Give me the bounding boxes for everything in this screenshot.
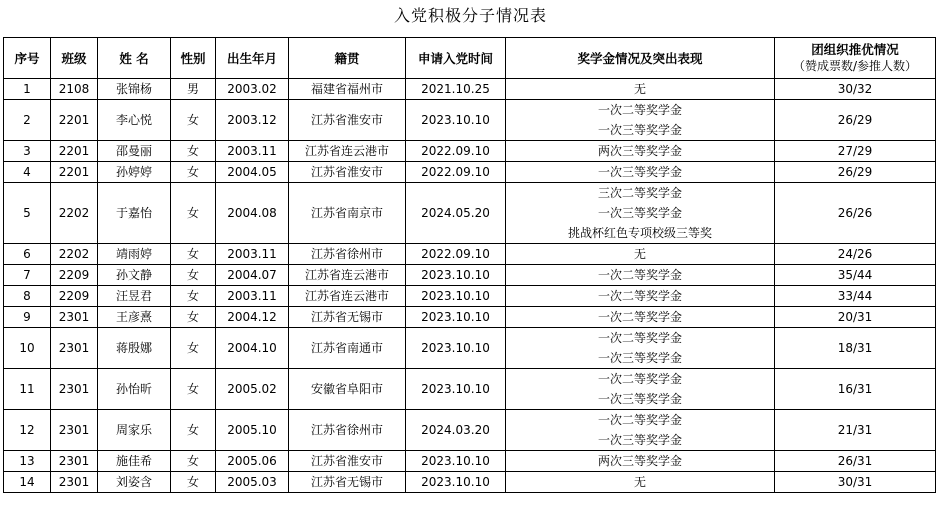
header-awards: 奖学金情况及突出表现 [506, 38, 775, 79]
cell-seq: 10 [4, 328, 51, 369]
cell-origin: 江苏省徐州市 [289, 410, 406, 451]
cell-apply-date: 2023.10.10 [406, 286, 506, 307]
cell-origin: 江苏省南通市 [289, 328, 406, 369]
cell-seq: 13 [4, 451, 51, 472]
cell-vote: 30/31 [775, 472, 936, 493]
cell-apply-date: 2023.10.10 [406, 472, 506, 493]
cell-name: 张锦杨 [98, 79, 171, 100]
cell-name: 施佳希 [98, 451, 171, 472]
table-row [4, 328, 936, 369]
award-line: 一次二等奖学金 [597, 331, 682, 345]
cell-name: 王彦熹 [98, 307, 171, 328]
cell-class: 2301 [51, 307, 98, 328]
cell-class: 2202 [51, 183, 98, 244]
cell-birth: 2003.02 [216, 79, 289, 100]
cell-seq: 11 [4, 369, 51, 410]
cell-name: 汪昱君 [98, 286, 171, 307]
table-row [4, 244, 936, 265]
cell-gender: 女 [171, 100, 216, 141]
header-apply-date: 申请入党时间 [406, 38, 506, 79]
cell-birth: 2004.07 [216, 265, 289, 286]
header-name: 姓 名 [98, 38, 171, 79]
cell-gender: 女 [171, 265, 216, 286]
cell-name: 孙婷婷 [98, 162, 171, 183]
cell-origin: 江苏省连云港市 [289, 286, 406, 307]
cell-awards [506, 162, 775, 183]
cell-birth: 2004.08 [216, 183, 289, 244]
cell-seq: 6 [4, 244, 51, 265]
cell-class: 2201 [51, 141, 98, 162]
award-line: 一次二等奖学金 [597, 310, 682, 324]
cell-name: 蒋殷娜 [98, 328, 171, 369]
cell-origin: 江苏省淮安市 [289, 100, 406, 141]
cell-apply-date: 2024.05.20 [406, 183, 506, 244]
cell-class: 2108 [51, 79, 98, 100]
cell-birth: 2005.02 [216, 369, 289, 410]
cell-vote: 26/29 [775, 162, 936, 183]
cell-gender: 女 [171, 369, 216, 410]
cell-origin: 安徽省阜阳市 [289, 369, 406, 410]
cell-vote: 20/31 [775, 307, 936, 328]
cell-seq: 12 [4, 410, 51, 451]
cell-origin: 江苏省淮安市 [289, 451, 406, 472]
table-row [4, 265, 936, 286]
cell-class: 2301 [51, 472, 98, 493]
cell-vote: 33/44 [775, 286, 936, 307]
award-line: 无 [633, 82, 646, 96]
cell-vote: 30/32 [775, 79, 936, 100]
table-row [4, 79, 936, 100]
table-row [4, 451, 936, 472]
cell-origin: 江苏省无锡市 [289, 307, 406, 328]
cell-origin: 江苏省无锡市 [289, 472, 406, 493]
cell-apply-date: 2022.09.10 [406, 162, 506, 183]
cell-gender: 女 [171, 141, 216, 162]
header-vote-subtitle: （赞成票数/参推人数） [792, 59, 918, 73]
cell-class: 2301 [51, 369, 98, 410]
cell-apply-date: 2023.10.10 [406, 328, 506, 369]
cell-name: 周家乐 [98, 410, 171, 451]
cell-seq: 3 [4, 141, 51, 162]
cell-apply-date: 2023.10.10 [406, 369, 506, 410]
cell-birth: 2003.11 [216, 141, 289, 162]
cell-vote: 26/29 [775, 100, 936, 141]
cell-birth: 2003.11 [216, 244, 289, 265]
award-line: 挑战杯红色专项校级三等奖 [567, 226, 712, 240]
cell-origin: 福建省福州市 [289, 79, 406, 100]
table-row [4, 100, 936, 141]
cell-awards [506, 141, 775, 162]
award-line: 一次二等奖学金 [597, 372, 682, 386]
award-line: 三次二等奖学金 [597, 186, 682, 200]
cell-seq: 7 [4, 265, 51, 286]
cell-awards [506, 328, 775, 369]
award-line: 一次二等奖学金 [597, 413, 682, 427]
cell-awards [506, 79, 775, 100]
page-title: 入党积极分子情况表 [393, 6, 547, 25]
table-row [4, 162, 936, 183]
table-row [4, 410, 936, 451]
cell-apply-date: 2023.10.10 [406, 307, 506, 328]
cell-name: 靖雨婷 [98, 244, 171, 265]
cell-seq: 5 [4, 183, 51, 244]
award-line: 一次二等奖学金 [597, 268, 682, 282]
cell-gender: 女 [171, 244, 216, 265]
cell-class: 2301 [51, 328, 98, 369]
header-class: 班级 [51, 38, 98, 79]
header-vote [775, 38, 936, 79]
activist-table [3, 37, 936, 493]
cell-name: 刘姿含 [98, 472, 171, 493]
cell-gender: 女 [171, 451, 216, 472]
cell-class: 2201 [51, 100, 98, 141]
cell-awards [506, 265, 775, 286]
cell-apply-date: 2021.10.25 [406, 79, 506, 100]
cell-birth: 2005.03 [216, 472, 289, 493]
cell-origin: 江苏省南京市 [289, 183, 406, 244]
award-line: 无 [633, 475, 646, 489]
cell-awards [506, 244, 775, 265]
cell-apply-date: 2023.10.10 [406, 265, 506, 286]
cell-birth: 2004.12 [216, 307, 289, 328]
award-line: 两次三等奖学金 [597, 454, 682, 468]
cell-gender: 女 [171, 183, 216, 244]
award-line: 一次三等奖学金 [597, 123, 682, 137]
award-line: 一次二等奖学金 [597, 103, 682, 117]
cell-birth: 2005.10 [216, 410, 289, 451]
cell-vote: 18/31 [775, 328, 936, 369]
cell-name: 于嘉怡 [98, 183, 171, 244]
cell-origin: 江苏省连云港市 [289, 141, 406, 162]
table-row [4, 141, 936, 162]
award-line: 一次三等奖学金 [597, 165, 682, 179]
table-row [4, 369, 936, 410]
cell-seq: 1 [4, 79, 51, 100]
header-origin: 籍贯 [289, 38, 406, 79]
header-row [4, 38, 936, 79]
award-line: 无 [633, 247, 646, 261]
cell-class: 2201 [51, 162, 98, 183]
table-row [4, 286, 936, 307]
table-row [4, 307, 936, 328]
cell-awards [506, 472, 775, 493]
cell-gender: 女 [171, 307, 216, 328]
header-seq: 序号 [4, 38, 51, 79]
cell-birth: 2004.05 [216, 162, 289, 183]
cell-class: 2301 [51, 451, 98, 472]
award-line: 一次三等奖学金 [597, 433, 682, 447]
cell-gender: 女 [171, 162, 216, 183]
cell-apply-date: 2023.10.10 [406, 100, 506, 141]
table-row [4, 183, 936, 244]
cell-vote: 26/26 [775, 183, 936, 244]
cell-origin: 江苏省淮安市 [289, 162, 406, 183]
cell-gender: 男 [171, 79, 216, 100]
table-row [4, 472, 936, 493]
cell-name: 李心悦 [98, 100, 171, 141]
cell-awards [506, 183, 775, 244]
cell-awards [506, 451, 775, 472]
cell-class: 2209 [51, 286, 98, 307]
cell-birth: 2003.11 [216, 286, 289, 307]
award-line: 一次二等奖学金 [597, 289, 682, 303]
cell-awards [506, 286, 775, 307]
award-line: 一次三等奖学金 [597, 392, 682, 406]
cell-apply-date: 2023.10.10 [406, 451, 506, 472]
cell-birth: 2003.12 [216, 100, 289, 141]
cell-seq: 8 [4, 286, 51, 307]
cell-awards [506, 410, 775, 451]
cell-class: 2301 [51, 410, 98, 451]
cell-vote: 35/44 [775, 265, 936, 286]
cell-name: 邵曼丽 [98, 141, 171, 162]
cell-vote: 16/31 [775, 369, 936, 410]
cell-vote: 24/26 [775, 244, 936, 265]
cell-vote: 26/31 [775, 451, 936, 472]
cell-apply-date: 2022.09.10 [406, 244, 506, 265]
cell-class: 2202 [51, 244, 98, 265]
cell-gender: 女 [171, 410, 216, 451]
cell-gender: 女 [171, 328, 216, 369]
cell-seq: 2 [4, 100, 51, 141]
header-vote-title: 团组织推优情况 [811, 42, 899, 57]
cell-apply-date: 2024.03.20 [406, 410, 506, 451]
cell-vote: 21/31 [775, 410, 936, 451]
cell-seq: 14 [4, 472, 51, 493]
cell-awards [506, 307, 775, 328]
cell-birth: 2004.10 [216, 328, 289, 369]
award-line: 一次三等奖学金 [597, 351, 682, 365]
table-body [4, 79, 936, 493]
cell-vote: 27/29 [775, 141, 936, 162]
cell-gender: 女 [171, 472, 216, 493]
cell-name: 孙怡昕 [98, 369, 171, 410]
award-line: 一次三等奖学金 [597, 206, 682, 220]
header-birth: 出生年月 [216, 38, 289, 79]
cell-apply-date: 2022.09.10 [406, 141, 506, 162]
cell-seq: 4 [4, 162, 51, 183]
cell-seq: 9 [4, 307, 51, 328]
cell-origin: 江苏省连云港市 [289, 265, 406, 286]
cell-awards [506, 100, 775, 141]
cell-gender: 女 [171, 286, 216, 307]
award-line: 两次三等奖学金 [597, 144, 682, 158]
cell-class: 2209 [51, 265, 98, 286]
cell-birth: 2005.06 [216, 451, 289, 472]
header-gender: 性别 [171, 38, 216, 79]
cell-origin: 江苏省徐州市 [289, 244, 406, 265]
cell-name: 孙文静 [98, 265, 171, 286]
cell-awards [506, 369, 775, 410]
